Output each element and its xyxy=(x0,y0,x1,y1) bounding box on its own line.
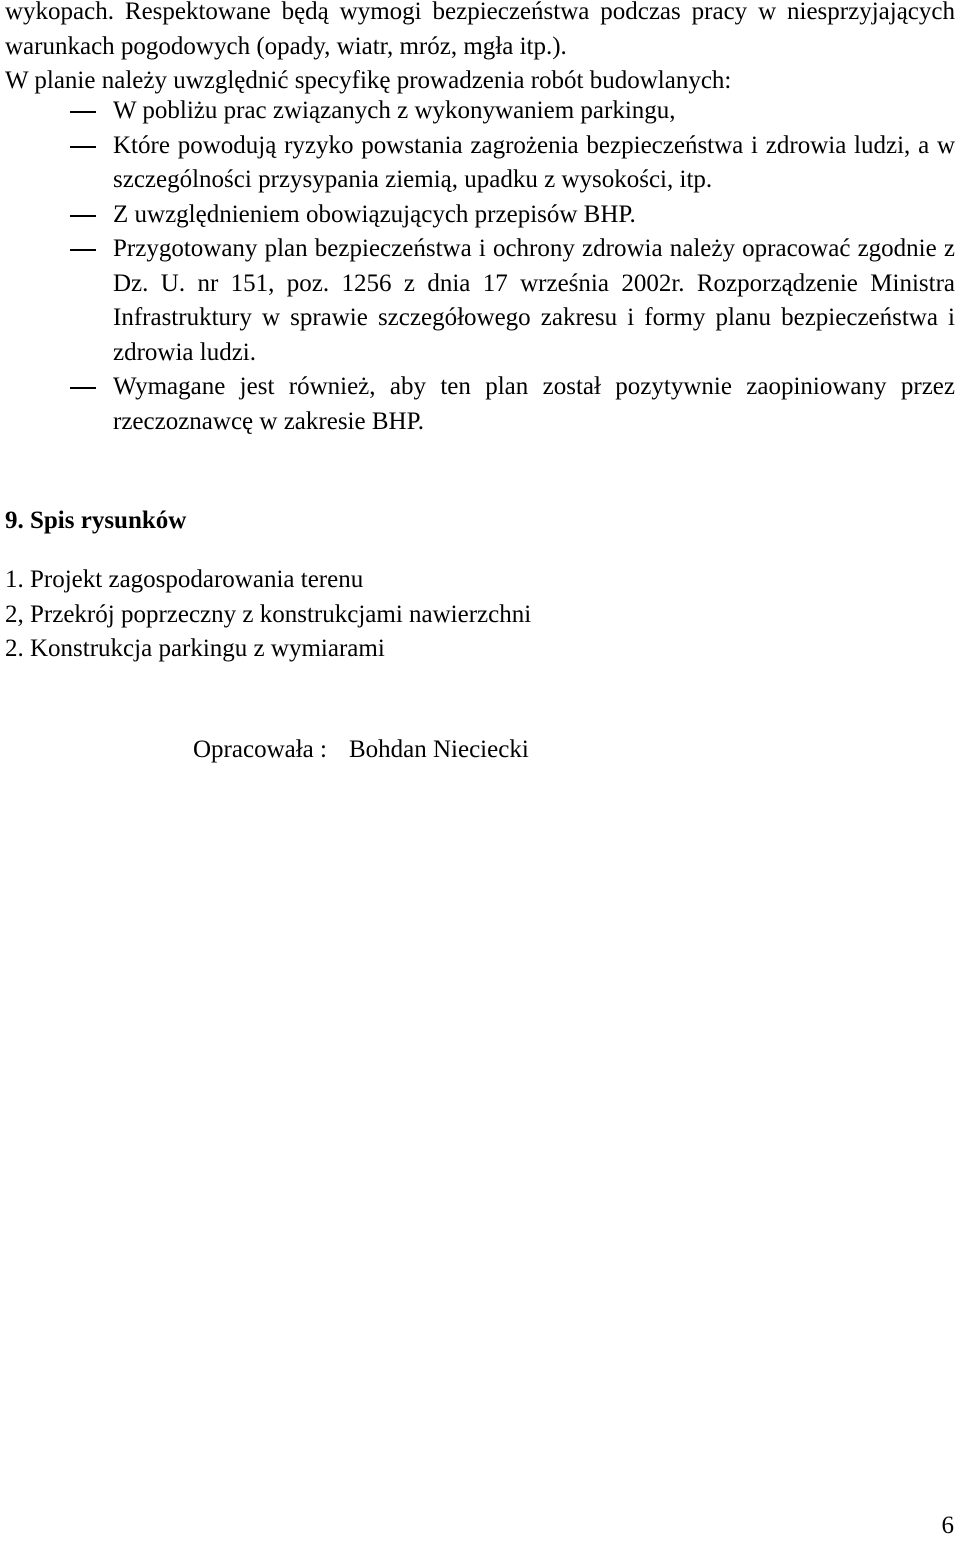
list-item xyxy=(0,94,955,129)
requirements-list xyxy=(0,94,955,439)
list-item-text: Które powodują ryzyko powstania zagrożenia bezpieczeństwa i zdrowia ludzi, a w szczególności przysypania ziemią, upadku z wysokości, itp. xyxy=(113,131,955,193)
list-item xyxy=(0,370,955,439)
list-item-text: W pobliżu prac związanych z wykonywaniem parkingu, xyxy=(113,97,676,124)
dash-bullet-icon xyxy=(70,215,96,217)
dash-bullet-icon xyxy=(70,111,96,113)
drawing-item: 2. Konstrukcja parkingu z wymiarami xyxy=(5,635,385,662)
author-name: Bohdan Nieciecki xyxy=(348,736,529,763)
list-item xyxy=(0,232,955,370)
signature-label: Opracowała : xyxy=(193,736,327,763)
dash-bullet-icon xyxy=(70,146,96,148)
list-item xyxy=(0,198,955,233)
section-heading: 9. Spis rysunków xyxy=(5,507,187,534)
intro-paragraph xyxy=(5,0,955,99)
list-item-text: Wymagane jest również, aby ten plan został pozytywnie zaopiniowany przez rzeczoznawcę w zakresie BHP. xyxy=(113,373,955,435)
page-number: 6 xyxy=(941,1512,954,1539)
list-item-text: Z uwzględnieniem obowiązujących przepisów BHP. xyxy=(113,200,636,228)
intro-text-weather: wykopach. Respektowane będą wymogi bezpieczeństwa podczas pracy w niesprzyjających warunkach pogodowych (opady, wiatr, mróz, mgła itp.). xyxy=(5,0,955,60)
intro-text-plan: W planie należy uwzględnić specyfikę prowadzenia robót budowlanych: xyxy=(5,67,732,94)
drawing-item: 2, Przekrój poprzeczny z konstrukcjami nawierzchni xyxy=(5,600,532,628)
drawing-item: 1. Projekt zagospodarowania terenu xyxy=(5,566,364,593)
dash-bullet-icon xyxy=(70,249,96,251)
signature-line xyxy=(193,733,529,768)
drawings-list xyxy=(5,563,531,667)
dash-bullet-icon xyxy=(70,387,96,389)
list-item xyxy=(0,129,955,198)
list-item-text: Przygotowany plan bezpieczeństwa i ochrony zdrowia należy opracować zgodnie z Dz. U. nr 151, poz. 1256 z dnia 17 września 2002r. Rozporządzenie Ministra Infrastruktury w sprawie szczegółowego zakresu i formy planu bezpieczeństwa i zdrowia ludzi. xyxy=(113,235,955,366)
